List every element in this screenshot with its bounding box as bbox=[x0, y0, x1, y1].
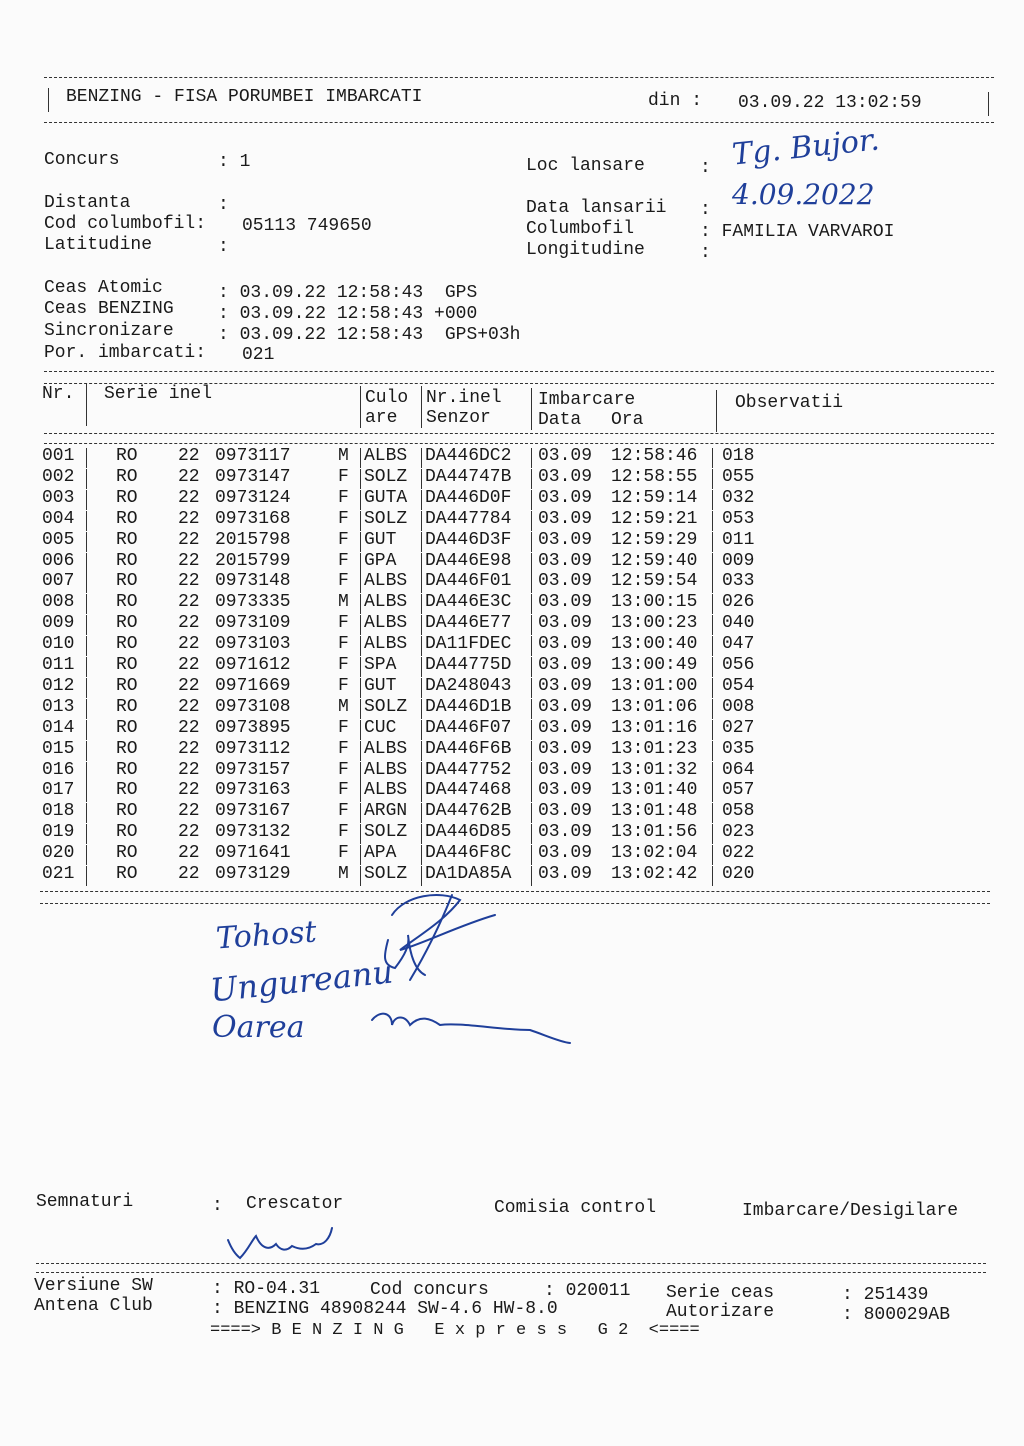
cell-an: 22 bbox=[178, 613, 200, 634]
cell-serie: 2015799 bbox=[215, 550, 291, 571]
col-observatii-header: Observatii bbox=[735, 393, 844, 413]
cell-obs: 032 bbox=[722, 487, 755, 508]
cell-sex: F bbox=[338, 466, 349, 487]
cell-an: 22 bbox=[178, 571, 200, 592]
latitudine-sep: : bbox=[218, 237, 229, 257]
cell-an: 22 bbox=[178, 529, 200, 550]
cell-data: 03.09 bbox=[538, 675, 593, 696]
cell-nr: 016 bbox=[42, 759, 75, 780]
cell-data: 03.09 bbox=[538, 529, 593, 550]
cell-nr: 018 bbox=[42, 801, 75, 822]
semnaturi-label: Semnaturi bbox=[36, 1192, 134, 1212]
cell-an: 22 bbox=[178, 843, 200, 864]
cell-data: 03.09 bbox=[538, 487, 593, 508]
cell-tara: RO bbox=[116, 801, 138, 822]
cell-sex: F bbox=[338, 675, 349, 696]
semnaturi-sep: : bbox=[212, 1196, 223, 1216]
cell-tara: RO bbox=[116, 780, 138, 801]
cell-ora: 12:58:46 bbox=[611, 446, 698, 466]
ceas-benzing-label: Ceas BENZING bbox=[44, 299, 174, 319]
cell-tara: RO bbox=[116, 508, 138, 529]
cell-cul: GUT bbox=[364, 675, 397, 696]
columbofil-label: Columbofil bbox=[526, 219, 635, 239]
cell-cul: SOLZ bbox=[364, 864, 408, 884]
cell-obs: 018 bbox=[722, 446, 755, 466]
cell-tara: RO bbox=[116, 696, 138, 717]
col-ora-header: Ora bbox=[611, 410, 644, 430]
cell-nr: 019 bbox=[42, 822, 75, 843]
cell-cul: ALBS bbox=[364, 592, 408, 613]
doc-title: BENZING - FISA PORUMBEI IMBARCATI bbox=[66, 87, 423, 107]
versiune-sw-value: : RO-04.31 bbox=[212, 1279, 321, 1299]
col-culoare-header-1: Culo bbox=[365, 388, 409, 408]
cell-an: 22 bbox=[178, 592, 200, 613]
cell-ora: 12:59:29 bbox=[611, 529, 698, 550]
por-imbarcati-label: Por. imbarcati: bbox=[44, 343, 207, 363]
cell-data: 03.09 bbox=[538, 655, 593, 675]
cell-data: 03.09 bbox=[538, 571, 593, 592]
cell-nr: 021 bbox=[42, 864, 75, 884]
ceas-benzing-value: : 03.09.22 12:58:43 +000 bbox=[218, 304, 478, 324]
cell-obs: 053 bbox=[722, 508, 755, 529]
cell-data: 03.09 bbox=[538, 613, 593, 634]
cell-serie: 0973147 bbox=[215, 466, 291, 487]
cell-data: 03.09 bbox=[538, 592, 593, 613]
cell-an: 22 bbox=[178, 508, 200, 529]
cell-nr: 020 bbox=[42, 843, 75, 864]
serie-ceas-value: : 251439 bbox=[842, 1285, 929, 1305]
cell-cul: ALBS bbox=[364, 446, 408, 466]
cell-an: 22 bbox=[178, 466, 200, 487]
cell-obs: 057 bbox=[722, 780, 755, 801]
cell-an: 22 bbox=[178, 675, 200, 696]
cell-tara: RO bbox=[116, 717, 138, 738]
cell-data: 03.09 bbox=[538, 759, 593, 780]
cell-senzor: DA446D0F bbox=[425, 487, 512, 508]
cell-sex: M bbox=[338, 446, 349, 466]
cell-ora: 13:00:49 bbox=[611, 655, 698, 675]
cell-sex: M bbox=[338, 592, 349, 613]
cell-sex: F bbox=[338, 717, 349, 738]
cell-tara: RO bbox=[116, 571, 138, 592]
cell-serie: 0971669 bbox=[215, 675, 291, 696]
cell-serie: 0973335 bbox=[215, 592, 291, 613]
cell-an: 22 bbox=[178, 801, 200, 822]
cell-senzor: DA446DC2 bbox=[425, 446, 512, 466]
concurs-value: : 1 bbox=[218, 152, 251, 172]
cell-senzor: DA447752 bbox=[425, 759, 512, 780]
cell-an: 22 bbox=[178, 864, 200, 884]
cell-cul: ARGN bbox=[364, 801, 408, 822]
distanta-label: Distanta bbox=[44, 193, 131, 213]
cell-sex: F bbox=[338, 780, 349, 801]
loc-lansare-handwritten: Tg. Bujor. bbox=[730, 122, 882, 173]
cell-ora: 12:59:40 bbox=[611, 550, 698, 571]
cell-data: 03.09 bbox=[538, 446, 593, 466]
cell-nr: 011 bbox=[42, 655, 75, 675]
cell-tara: RO bbox=[116, 529, 138, 550]
cell-ora: 13:01:32 bbox=[611, 759, 698, 780]
cell-cul: APA bbox=[364, 843, 397, 864]
cell-sex: F bbox=[338, 571, 349, 592]
cell-ora: 12:59:54 bbox=[611, 571, 698, 592]
cod-columbofil-label: Cod columbofil: bbox=[44, 214, 207, 234]
cell-ora: 13:01:00 bbox=[611, 675, 698, 696]
cell-serie: 0973108 bbox=[215, 696, 291, 717]
cell-cul: GPA bbox=[364, 550, 397, 571]
cell-nr: 004 bbox=[42, 508, 75, 529]
columbofil-value: : FAMILIA VARVAROI bbox=[700, 222, 895, 242]
ceas-atomic-label: Ceas Atomic bbox=[44, 278, 163, 298]
cell-tara: RO bbox=[116, 613, 138, 634]
cell-sex: F bbox=[338, 759, 349, 780]
cell-sex: F bbox=[338, 822, 349, 843]
cell-obs: 064 bbox=[722, 759, 755, 780]
cell-senzor: DA446E3C bbox=[425, 592, 512, 613]
cell-tara: RO bbox=[116, 634, 138, 655]
footer-dash-2 bbox=[36, 1272, 986, 1273]
cell-ora: 13:01:16 bbox=[611, 717, 698, 738]
cell-nr: 007 bbox=[42, 571, 75, 592]
col-serie-header: Serie inel bbox=[104, 384, 213, 404]
cell-ora: 12:59:21 bbox=[611, 508, 698, 529]
cell-sex: F bbox=[338, 843, 349, 864]
cell-serie: 0973132 bbox=[215, 822, 291, 843]
cell-tara: RO bbox=[116, 864, 138, 884]
cell-obs: 047 bbox=[722, 634, 755, 655]
cell-tara: RO bbox=[116, 759, 138, 780]
cell-an: 22 bbox=[178, 738, 200, 759]
cell-sex: F bbox=[338, 655, 349, 675]
cell-serie: 0973163 bbox=[215, 780, 291, 801]
cell-ora: 13:01:40 bbox=[611, 780, 698, 801]
cell-nr: 008 bbox=[42, 592, 75, 613]
cell-data: 03.09 bbox=[538, 843, 593, 864]
cell-sex: F bbox=[338, 550, 349, 571]
cell-serie: 0973109 bbox=[215, 613, 291, 634]
cell-sex: F bbox=[338, 738, 349, 759]
imbarcare-desigilare-label: Imbarcare/Desigilare bbox=[742, 1201, 959, 1221]
cell-sex: M bbox=[338, 696, 349, 717]
cell-an: 22 bbox=[178, 487, 200, 508]
ceas-atomic-value: : 03.09.22 12:58:43 GPS bbox=[218, 283, 478, 303]
cell-an: 22 bbox=[178, 780, 200, 801]
cell-serie: 2015798 bbox=[215, 529, 291, 550]
cell-cul: SOLZ bbox=[364, 466, 408, 487]
cell-senzor: DA1DA85A bbox=[425, 864, 512, 884]
cell-sex: F bbox=[338, 801, 349, 822]
cell-obs: 027 bbox=[722, 717, 755, 738]
cell-senzor: DA11FDEC bbox=[425, 634, 512, 655]
cell-ora: 13:00:40 bbox=[611, 634, 698, 655]
col-nrinel-header-1: Nr.inel bbox=[426, 388, 502, 408]
cell-ora: 13:01:56 bbox=[611, 822, 698, 843]
cell-nr: 003 bbox=[42, 487, 75, 508]
col-nrinel-header-2: Senzor bbox=[426, 408, 491, 428]
cell-an: 22 bbox=[178, 759, 200, 780]
data-lansarii-sep: : bbox=[700, 200, 711, 220]
antena-club-value: : BENZING 48908244 SW-4.6 HW-8.0 bbox=[212, 1299, 558, 1319]
cell-nr: 015 bbox=[42, 738, 75, 759]
cell-obs: 054 bbox=[722, 675, 755, 696]
cell-serie: 0973148 bbox=[215, 571, 291, 592]
cell-sex: F bbox=[338, 634, 349, 655]
cell-tara: RO bbox=[116, 675, 138, 696]
cell-obs: 040 bbox=[722, 613, 755, 634]
cell-data: 03.09 bbox=[538, 864, 593, 884]
cell-data: 03.09 bbox=[538, 738, 593, 759]
col-nr-header: Nr. bbox=[42, 384, 75, 404]
cell-cul: ALBS bbox=[364, 613, 408, 634]
cell-serie: 0973167 bbox=[215, 801, 291, 822]
cell-nr: 005 bbox=[42, 529, 75, 550]
cell-ora: 13:02:04 bbox=[611, 843, 698, 864]
data-lansarii-label: Data lansarii bbox=[526, 198, 667, 218]
benzing-express-banner: ====> B E N Z I N G E x p r e s s G 2 <==== bbox=[210, 1321, 700, 1340]
cell-an: 22 bbox=[178, 550, 200, 571]
cell-senzor: DA446D85 bbox=[425, 822, 512, 843]
din-value: 03.09.22 13:02:59 bbox=[738, 93, 922, 113]
cell-obs: 056 bbox=[722, 655, 755, 675]
cell-serie: 0971612 bbox=[215, 655, 291, 675]
cell-cul: ALBS bbox=[364, 738, 408, 759]
cell-nr: 009 bbox=[42, 613, 75, 634]
cell-an: 22 bbox=[178, 717, 200, 738]
cell-cul: ALBS bbox=[364, 571, 408, 592]
cell-tara: RO bbox=[116, 822, 138, 843]
cell-cul: ALBS bbox=[364, 634, 408, 655]
crescator-label: Crescator bbox=[246, 1194, 344, 1214]
cell-data: 03.09 bbox=[538, 634, 593, 655]
cell-senzor: DA446E98 bbox=[425, 550, 512, 571]
comisia-control-label: Comisia control bbox=[494, 1198, 657, 1218]
cell-sex: F bbox=[338, 508, 349, 529]
cell-data: 03.09 bbox=[538, 466, 593, 487]
cell-ora: 13:00:15 bbox=[611, 592, 698, 613]
cell-an: 22 bbox=[178, 696, 200, 717]
cell-serie: 0973129 bbox=[215, 864, 291, 884]
loc-lansare-sep: : bbox=[700, 158, 711, 178]
cell-an: 22 bbox=[178, 634, 200, 655]
cell-cul: SOLZ bbox=[364, 508, 408, 529]
cell-senzor: DA446F6B bbox=[425, 738, 512, 759]
cell-senzor: DA446E77 bbox=[425, 613, 512, 634]
footer-dash bbox=[36, 1263, 986, 1264]
cell-senzor: DA446D1B bbox=[425, 696, 512, 717]
handwritten-line-3: Oarea bbox=[212, 1010, 305, 1045]
cell-data: 03.09 bbox=[538, 801, 593, 822]
cell-data: 03.09 bbox=[538, 550, 593, 571]
cell-senzor: DA446F01 bbox=[425, 571, 512, 592]
por-imbarcati-value: 021 bbox=[242, 345, 275, 365]
handwritten-line-1: Tohost bbox=[214, 914, 318, 957]
handwritten-line-2: Ungureanu bbox=[208, 952, 395, 1010]
latitudine-label: Latitudine bbox=[44, 235, 153, 255]
cell-obs: 023 bbox=[722, 822, 755, 843]
sincronizare-label: Sincronizare bbox=[44, 321, 174, 341]
cell-obs: 055 bbox=[722, 466, 755, 487]
cell-cul: GUTA bbox=[364, 487, 408, 508]
cell-obs: 033 bbox=[722, 571, 755, 592]
cell-senzor: DA447784 bbox=[425, 508, 512, 529]
cell-senzor: DA44762B bbox=[425, 801, 512, 822]
cell-serie: 0973124 bbox=[215, 487, 291, 508]
cell-tara: RO bbox=[116, 487, 138, 508]
cell-serie: 0973168 bbox=[215, 508, 291, 529]
cell-nr: 014 bbox=[42, 717, 75, 738]
cell-obs: 035 bbox=[722, 738, 755, 759]
data-lansarii-handwritten: 4.09.2022 bbox=[732, 178, 875, 211]
cell-serie: 0973895 bbox=[215, 717, 291, 738]
cell-obs: 020 bbox=[722, 864, 755, 884]
cell-data: 03.09 bbox=[538, 780, 593, 801]
cell-ora: 13:01:06 bbox=[611, 696, 698, 717]
autorizare-label: Autorizare bbox=[666, 1302, 775, 1322]
cell-tara: RO bbox=[116, 550, 138, 571]
distanta-sep: : bbox=[218, 195, 229, 215]
cell-an: 22 bbox=[178, 655, 200, 675]
antena-club-label: Antena Club bbox=[34, 1296, 153, 1316]
autorizare-value: : 800029AB bbox=[842, 1305, 951, 1325]
col-data-header: Data bbox=[538, 410, 582, 430]
cell-senzor: DA446F07 bbox=[425, 717, 512, 738]
crescator-signature bbox=[226, 1233, 328, 1261]
cell-nr: 012 bbox=[42, 675, 75, 696]
cod-columbofil-value: 05113 749650 bbox=[242, 216, 372, 236]
cell-nr: 006 bbox=[42, 550, 75, 571]
cell-cul: SOLZ bbox=[364, 696, 408, 717]
cell-nr: 002 bbox=[42, 466, 75, 487]
cell-serie: 0973112 bbox=[215, 738, 291, 759]
cell-tara: RO bbox=[116, 738, 138, 759]
cell-cul: GUT bbox=[364, 529, 397, 550]
cell-obs: 011 bbox=[722, 529, 755, 550]
cell-an: 22 bbox=[178, 446, 200, 466]
cell-ora: 13:00:23 bbox=[611, 613, 698, 634]
longitudine-sep: : bbox=[700, 243, 711, 263]
cell-cul: ALBS bbox=[364, 780, 408, 801]
cell-senzor: DA248043 bbox=[425, 675, 512, 696]
cell-senzor: DA446D3F bbox=[425, 529, 512, 550]
cell-an: 22 bbox=[178, 822, 200, 843]
serie-ceas-label: Serie ceas bbox=[666, 1283, 775, 1303]
cell-nr: 017 bbox=[42, 780, 75, 801]
cell-cul: SOLZ bbox=[364, 822, 408, 843]
cell-senzor: DA44747B bbox=[425, 466, 512, 487]
versiune-sw-label: Versiune SW bbox=[34, 1276, 153, 1296]
sincronizare-value: : 03.09.22 12:58:43 GPS+03h bbox=[218, 325, 521, 345]
cod-concurs-label: Cod concurs bbox=[370, 1280, 489, 1300]
cell-tara: RO bbox=[116, 655, 138, 675]
din-label: din : bbox=[648, 91, 703, 111]
cell-senzor: DA44775D bbox=[425, 655, 512, 675]
cell-sex: M bbox=[338, 864, 349, 884]
cod-concurs-value: : 020011 bbox=[544, 1281, 631, 1301]
cell-serie: 0971641 bbox=[215, 843, 291, 864]
loc-lansare-label: Loc lansare bbox=[526, 156, 645, 176]
cell-senzor: DA447468 bbox=[425, 780, 512, 801]
cell-data: 03.09 bbox=[538, 696, 593, 717]
cell-obs: 008 bbox=[722, 696, 755, 717]
cell-nr: 013 bbox=[42, 696, 75, 717]
cell-tara: RO bbox=[116, 843, 138, 864]
cell-sex: F bbox=[338, 613, 349, 634]
cell-cul: ALBS bbox=[364, 759, 408, 780]
cell-sex: F bbox=[338, 487, 349, 508]
cell-serie: 0973103 bbox=[215, 634, 291, 655]
col-culoare-header-2: are bbox=[365, 408, 398, 428]
cell-obs: 022 bbox=[722, 843, 755, 864]
cell-tara: RO bbox=[116, 446, 138, 466]
cell-cul: SPA bbox=[364, 655, 397, 675]
cell-senzor: DA446F8C bbox=[425, 843, 512, 864]
cell-data: 03.09 bbox=[538, 822, 593, 843]
cell-data: 03.09 bbox=[538, 717, 593, 738]
cell-serie: 0973157 bbox=[215, 759, 291, 780]
cell-ora: 12:59:14 bbox=[611, 487, 698, 508]
cell-tara: RO bbox=[116, 592, 138, 613]
col-imbarcare-header: Imbarcare bbox=[538, 390, 636, 410]
cell-ora: 13:02:42 bbox=[611, 864, 698, 884]
cell-ora: 12:58:55 bbox=[611, 466, 698, 487]
cell-nr: 001 bbox=[42, 446, 75, 466]
cell-nr: 010 bbox=[42, 634, 75, 655]
cell-tara: RO bbox=[116, 466, 138, 487]
cell-obs: 009 bbox=[722, 550, 755, 571]
cell-ora: 13:01:23 bbox=[611, 738, 698, 759]
cell-obs: 058 bbox=[722, 801, 755, 822]
cell-data: 03.09 bbox=[538, 508, 593, 529]
concurs-label: Concurs bbox=[44, 150, 120, 170]
longitudine-label: Longitudine bbox=[526, 240, 645, 260]
cell-serie: 0973117 bbox=[215, 446, 291, 466]
cell-ora: 13:01:48 bbox=[611, 801, 698, 822]
cell-cul: CUC bbox=[364, 717, 397, 738]
cell-obs: 026 bbox=[722, 592, 755, 613]
cell-sex: F bbox=[338, 529, 349, 550]
